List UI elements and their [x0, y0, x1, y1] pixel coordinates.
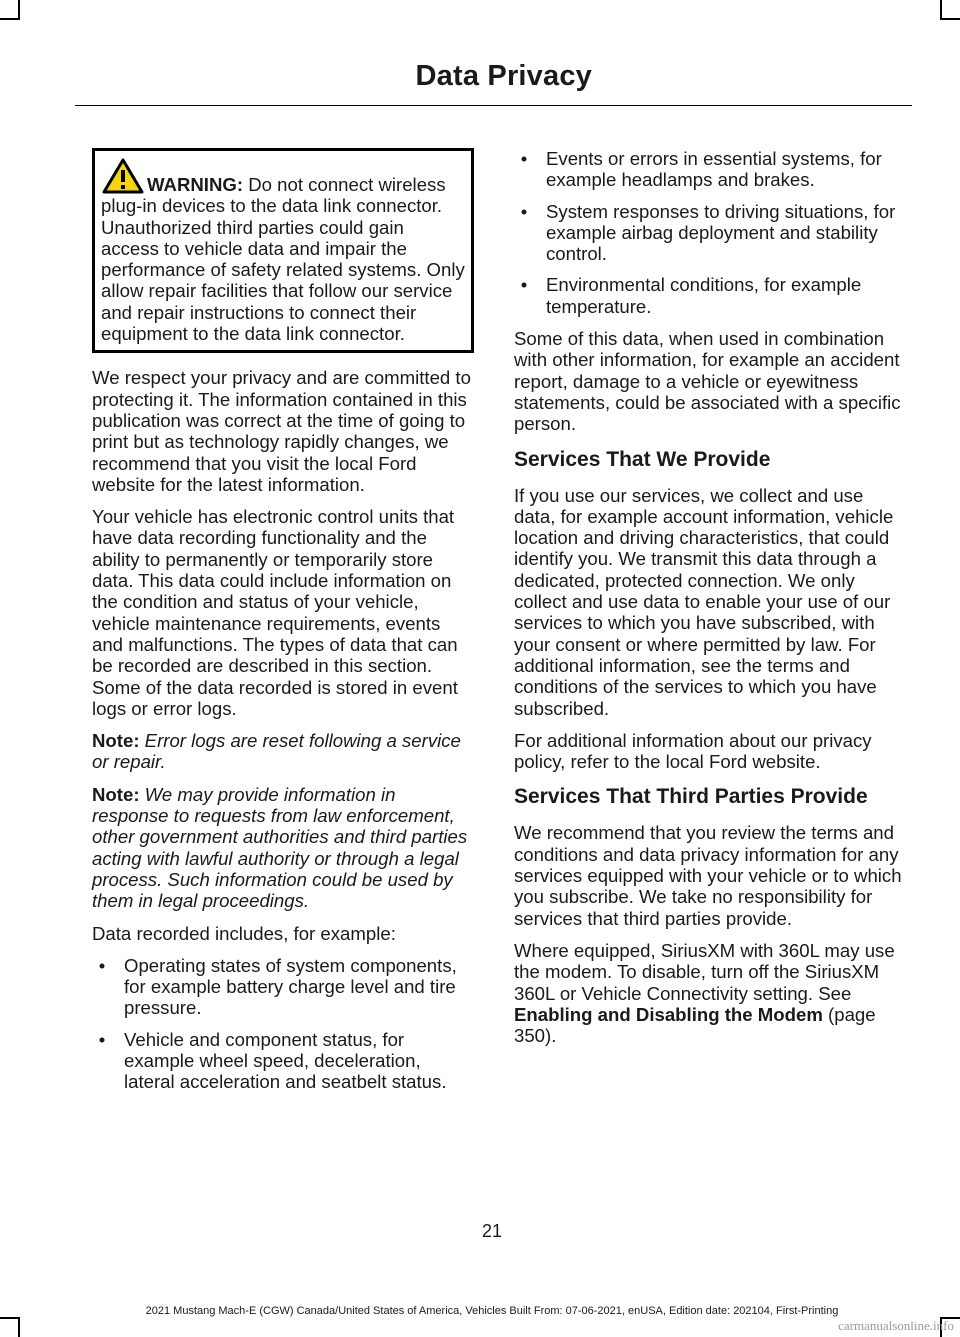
note-label: Note:: [92, 730, 140, 752]
warning-triangle-icon: [101, 157, 145, 195]
paragraph-privacy-policy: For additional information about our privacy policy, refer to the local Ford website.: [514, 729, 872, 773]
right-column: [514, 148, 908, 1057]
watermark: carmanualsonline.info: [838, 1318, 954, 1333]
list-item: [92, 955, 474, 1019]
header-divider: [75, 105, 912, 106]
crop-mark: [18, 0, 20, 20]
warning-box: [92, 148, 474, 353]
list-item-text: Environmental conditions, for example temperature.: [546, 274, 862, 317]
list-item-text: Vehicle and component status, for example wheel speed, deceleration, lateral acceleration and seatbelt status.: [124, 1028, 447, 1093]
bullet-list: [92, 955, 474, 1093]
paragraph-control-units: Your vehicle has electronic control units that have data recording functionality and the ability to permanently or temporarily store data. This data could include information on the condition and status of your vehicle, vehicle maintenance requirements, events and malfunctions. The types of data that can be recorded are described in this section. Some of the data recorded is stored in event logs or error logs.: [92, 506, 458, 719]
warning-label: WARNING:: [147, 174, 244, 195]
bullet: •: [520, 200, 528, 222]
left-column: [92, 148, 474, 1104]
note-text: We may provide information in response to requests from law enforcement, other government authorities and third parties acting with lawful authority or through a legal process. Such information could be used by them in legal proceedings.: [92, 783, 468, 912]
note-law-enforcement: [92, 784, 474, 912]
bullet: •: [520, 148, 528, 169]
page-number: 21: [481, 1221, 503, 1241]
crop-mark: [18, 1317, 20, 1337]
paragraph-privacy: We respect your privacy and are committed to protecting it. The information contained in this publication was correct at the time of going to print but as technology rapidly changes, we recommend that you visit the local Ford website for the latest information.: [92, 367, 471, 495]
section-heading-third-parties: Services That Third Parties Provide: [514, 785, 868, 809]
list-item: [514, 148, 908, 191]
list-item-text: System responses to driving situations, for example airbag deployment and stability control.: [546, 200, 896, 265]
crop-mark: [0, 1317, 20, 1319]
paragraph-data-recorded: Data recorded includes, for example:: [92, 922, 396, 944]
cross-reference-link[interactable]: Enabling and Disabling the Modem: [514, 1003, 823, 1025]
siriusxm-text: Where equipped, SiriusXM with 360L may use the modem. To disable, turn off the SiriusXM 360L or Vehicle Connectivity setting. See: [514, 939, 895, 1004]
footer-edition-info: 2021 Mustang Mach-E (CGW) Canada/United States of America, Vehicles Built From: 07-06-2021, enUSA, Edition date: 202104, First-Printing: [145, 1305, 839, 1317]
crop-mark: [0, 18, 20, 20]
paragraph-personal-association: Some of this data, when used in combination with other information, for example an accident report, damage to a vehicle or eyewitness statements, could be associated with a specific person.: [514, 328, 901, 435]
paragraph-siriusxm: [514, 940, 908, 1046]
page-title: Data Privacy: [415, 60, 592, 92]
crop-mark: [940, 0, 942, 20]
paragraph-third-parties: We recommend that you review the terms and conditions and data privacy information for any services equipped with your vehicle or to which you subscribe. We take no responsibility for services that third parties provide.: [514, 822, 902, 929]
list-item: [514, 274, 908, 317]
list-item: [92, 1029, 474, 1093]
crop-mark: [940, 18, 960, 20]
section-heading-services: Services That We Provide: [514, 447, 771, 471]
bullet: •: [98, 1028, 106, 1050]
note-label: Note:: [92, 783, 140, 805]
list-item-text: Events or errors in essential systems, for example headlamps and brakes.: [546, 148, 882, 191]
list-item: [514, 201, 908, 265]
bullet-list: [514, 148, 908, 317]
bullet: •: [98, 954, 106, 976]
warning-text: Do not connect wireless plug-in devices to the data link connector. Unauthorized third parties could gain access to vehicle data and impair the performance of safety related systems. Only allow repair facilities that follow our service and repair instructions to connect their equipment to the data link connector.: [101, 174, 465, 345]
page-reference: (page 350).: [514, 1003, 876, 1047]
warning-heading: [101, 174, 243, 195]
note-error-logs: [92, 730, 474, 773]
note-text: Error logs are reset following a service or repair.: [92, 730, 461, 773]
list-item-text: Operating states of system components, for example battery charge level and tire pressure.: [124, 954, 457, 1019]
bullet: •: [520, 274, 528, 296]
paragraph-services: If you use our services, we collect and use data, for example account information, vehicle location and driving characteristics, that could identify you. We transmit this data through a dedicated, protected connection. We only collect and use data to enable your use of our services to which you have subscribed, with your consent or where permitted by law. For additional information, see the terms and conditions of the services to which you have subscribed.: [514, 484, 894, 719]
